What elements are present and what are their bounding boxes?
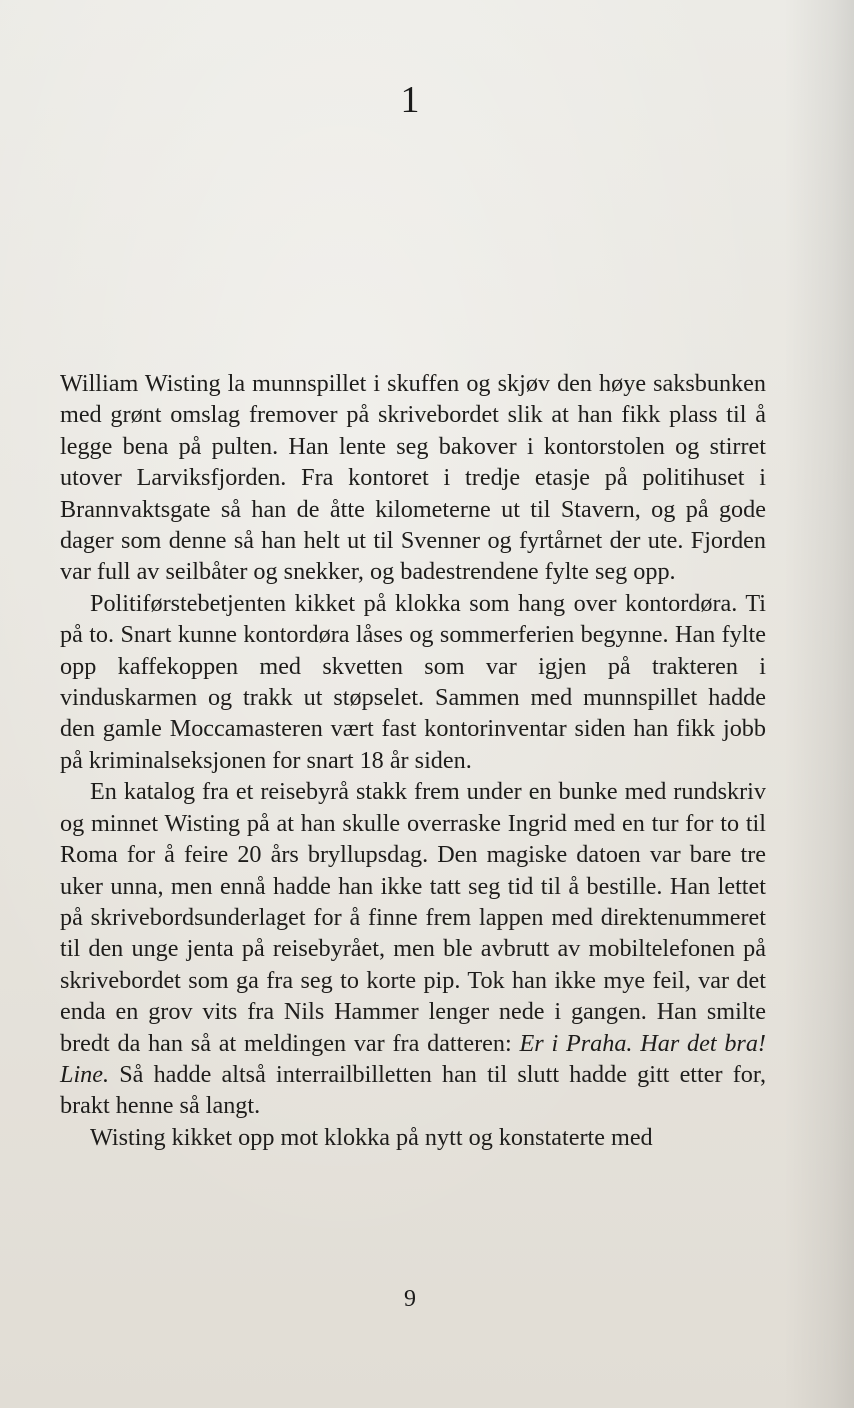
body-text (60, 368, 766, 1153)
paragraph-3 (60, 776, 766, 1121)
paragraph-1-text: William Wisting la munnspillet i skuffen og skjøv den høye saksbunken med grønt omslag fremover på skrivebordet slik at han fikk plass til å legge bena på pulten. Han lente seg bakover i kontorstolen og stirret utover Larviksfjorden. Fra kontoret i tredje etasje på politihuset i Brannvaktsgate så han de åtte kilometerne ut til Stavern, og på gode dager som denne så han helt ut til Svenner og fyrtårnet der ute. Fjorden var full av seilbåter og snekker, og badestrendene fylte seg opp. (60, 370, 766, 586)
paragraph-2-text: Politiførstebetjenten kikket på klokka som hang over kontordøra. Ti på to. Snart kunne kontordøra låses og sommerferien begynne. Han fylte opp kaffekoppen med skvetten som var igjen på trakteren i vinduskarmen og trakk ut støpselet. Sammen med munnspillet hadde den gamle Moccamasteren vært fast kontorinventar siden han fikk jobb på kriminalseksjonen for snart 18 år siden. (60, 589, 766, 774)
paragraph-4-text: Wisting kikket opp mot klokka på nytt og konstaterte med (90, 1123, 653, 1151)
paragraph-3-text: En katalog fra et reisebyrå stakk frem under en bunke med rundskriv og minnet Wisting på at han skulle overraske Ingrid med en tur for to til Roma for å feire 20 års bryllupsdag. Den magiske datoen var bare tre uker unna, men ennå hadde han ikke tatt seg tid til å bestille. Han lettet på skrivebordsunderlaget for å finne frem lappen med direktenummeret til den unge jenta på reisebyrået, men ble avbrutt av mobiltelefonen på skrivebordet som ga fra seg to korte pip. Tok han ikke mye feil, var det enda en grov vits fra Nils Hammer lenger nede i gangen. Han smilte bredt da han så at meldingen var fra datteren: (60, 778, 766, 1057)
chapter-number: 1 (400, 79, 420, 121)
text-message-quote: Er i Praha. Har det bra! Line. (60, 1029, 766, 1088)
page-number: 9 (404, 1286, 416, 1312)
page-gutter-shadow (784, 0, 854, 1408)
paragraph-4 (60, 1122, 766, 1153)
paragraph-1 (60, 368, 766, 588)
paragraph-2 (60, 588, 766, 776)
paragraph-3-text-end: Så hadde altså interrailbilletten han til slutt hadde gitt etter for, brakt henne så langt. (60, 1060, 766, 1120)
